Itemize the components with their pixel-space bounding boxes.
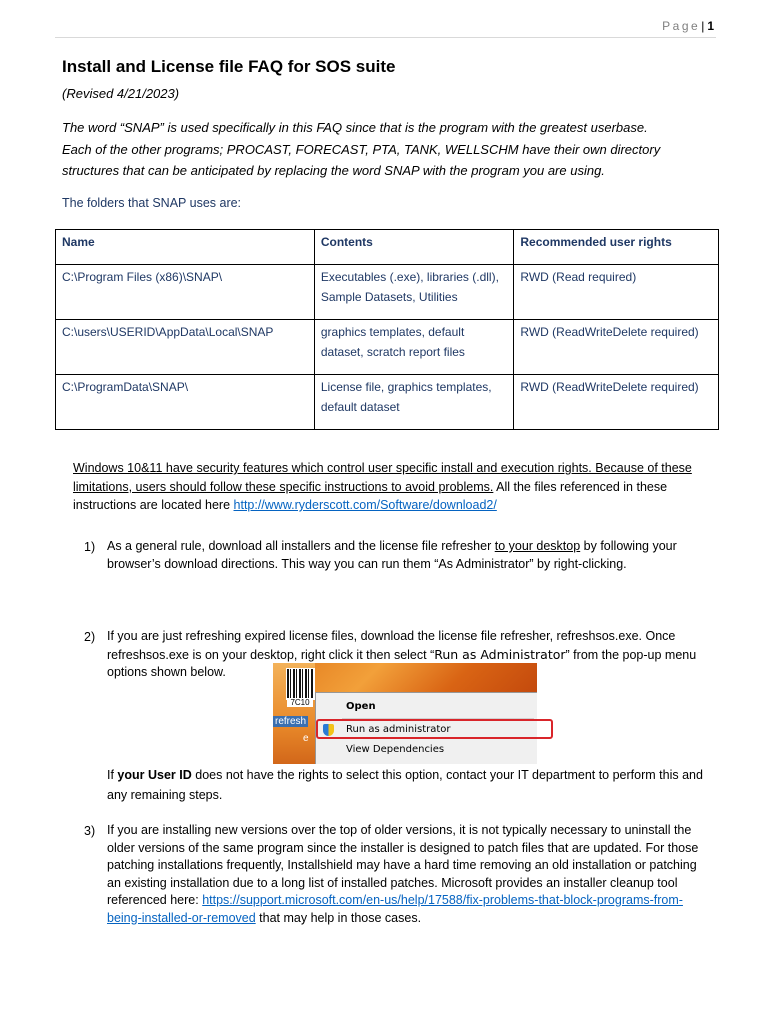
list-item-1 — [84, 538, 709, 573]
table-row — [56, 375, 719, 430]
item-text: by following your browser’s download directions. This way you can run them “As Administrator” by right-clicking. — [107, 539, 677, 571]
list-number: 3) — [84, 824, 96, 838]
page-label: Page — [662, 19, 701, 33]
folders-table — [55, 229, 719, 430]
page-header: Page| 1 — [662, 19, 714, 33]
list-number: 1) — [84, 540, 96, 554]
para-text: does not have the rights to select this option, contact your IT department to perform this and any remaining steps. — [107, 768, 703, 802]
page-number: 1 — [707, 19, 714, 33]
item-text: If you are installing new versions over the top of older versions, it is not typically necessary to uninstall the older versions of the same program since the installer is designed to patch files that are updated. For those patching installations frequently, Installshield may have a hard time removing an old installation or patching an existing installation due to a long list of installed patches. Microsoft provides an installer cleanup tool referenced here: — [107, 823, 699, 907]
download-link[interactable]: http://www.ryderscott.com/Software/download2/ — [233, 498, 497, 512]
list-number: 2) — [84, 630, 96, 644]
list-item-3 — [84, 822, 709, 927]
table-cell: C:\ProgramData\SNAP\ — [56, 375, 315, 430]
list-text — [107, 538, 709, 573]
file-label-ext: e — [303, 733, 309, 744]
table-cell: RWD (ReadWriteDelete required) — [514, 375, 719, 430]
item-text: ” from the pop-up menu options shown below. — [107, 647, 697, 679]
barcode-icon — [286, 668, 315, 700]
user-id-paragraph — [107, 765, 717, 805]
folders-intro: The folders that SNAP uses are: — [62, 196, 242, 210]
user-id-bold: your User ID — [117, 768, 192, 782]
revised-date: (Revised 4/21/2023) — [62, 86, 180, 101]
table-row — [56, 320, 719, 375]
run-as-admin-label: Run as Administrator — [434, 646, 566, 662]
file-label: refresh — [275, 716, 307, 727]
header-rule — [55, 37, 716, 38]
windows-security-paragraph — [73, 459, 713, 515]
document-title: Install and License file FAQ for SOS suite — [62, 57, 396, 76]
table-header-contents: Contents — [314, 230, 514, 265]
menu-item-run-as-administrator[interactable]: Run as administrator — [346, 724, 451, 735]
barcode-label: 7C10 — [287, 698, 313, 707]
list-text — [107, 822, 709, 927]
table-row — [56, 265, 719, 320]
intro-line: The word “SNAP” is used specifically in this FAQ since that is the program with the greatest userbase. — [62, 120, 648, 135]
table-header-rights: Recommended user rights — [514, 230, 719, 265]
windows-warning-underlined: Windows 10&11 have security features which control user specific install and execution rights. Because of these limitations, users should follow these specific instructions to avoid problems. — [73, 461, 692, 494]
intro-line: Each of the other programs; PROCAST, FORECAST, PTA, TANK, WELLSCHM have their own directory — [62, 141, 661, 157]
windows-para-rest: All the files referenced in these instructions are located here — [73, 479, 668, 512]
table-cell: RWD (ReadWriteDelete required) — [514, 320, 719, 375]
table-cell: Executables (.exe), libraries (.dll), Sample Datasets, Utilities — [314, 265, 514, 320]
table-header-name: Name — [56, 230, 315, 265]
table-cell: License file, graphics templates, default dataset — [314, 375, 514, 430]
intro-paragraph — [62, 117, 707, 182]
item-text: that may help in those cases. — [255, 910, 422, 925]
highlight-box — [316, 719, 553, 739]
table-cell: graphics templates, default dataset, scratch report files — [314, 320, 514, 375]
para-text: If — [107, 768, 118, 782]
table-header-row — [56, 230, 719, 265]
context-menu-screenshot — [273, 663, 537, 764]
menu-item-open[interactable]: Open — [346, 701, 376, 712]
menu-item-view-dependencies[interactable]: View Dependencies — [346, 744, 445, 755]
table-cell: RWD (Read required) — [514, 265, 719, 320]
intro-line: structures that can be anticipated by replacing the word SNAP with the program you are using. — [62, 163, 605, 178]
item-underlined: to your desktop — [494, 539, 581, 553]
item-text: If you are just refreshing expired license files, download the license file refresher, refreshsos.exe. Once refreshsos.exe is on your desktop, right click it then select “ — [107, 629, 676, 662]
table-cell: C:\users\USERID\AppData\Local\SNAP — [56, 320, 315, 375]
table-cell: C:\Program Files (x86)\SNAP\ — [56, 265, 315, 320]
microsoft-support-link[interactable]: https://support.microsoft.com/en-us/help/17588/fix-problems-that-block-programs-from-being-installed-or-removed — [107, 893, 683, 925]
item-text: As a general rule, download all installers and the license file refresher — [107, 539, 495, 553]
